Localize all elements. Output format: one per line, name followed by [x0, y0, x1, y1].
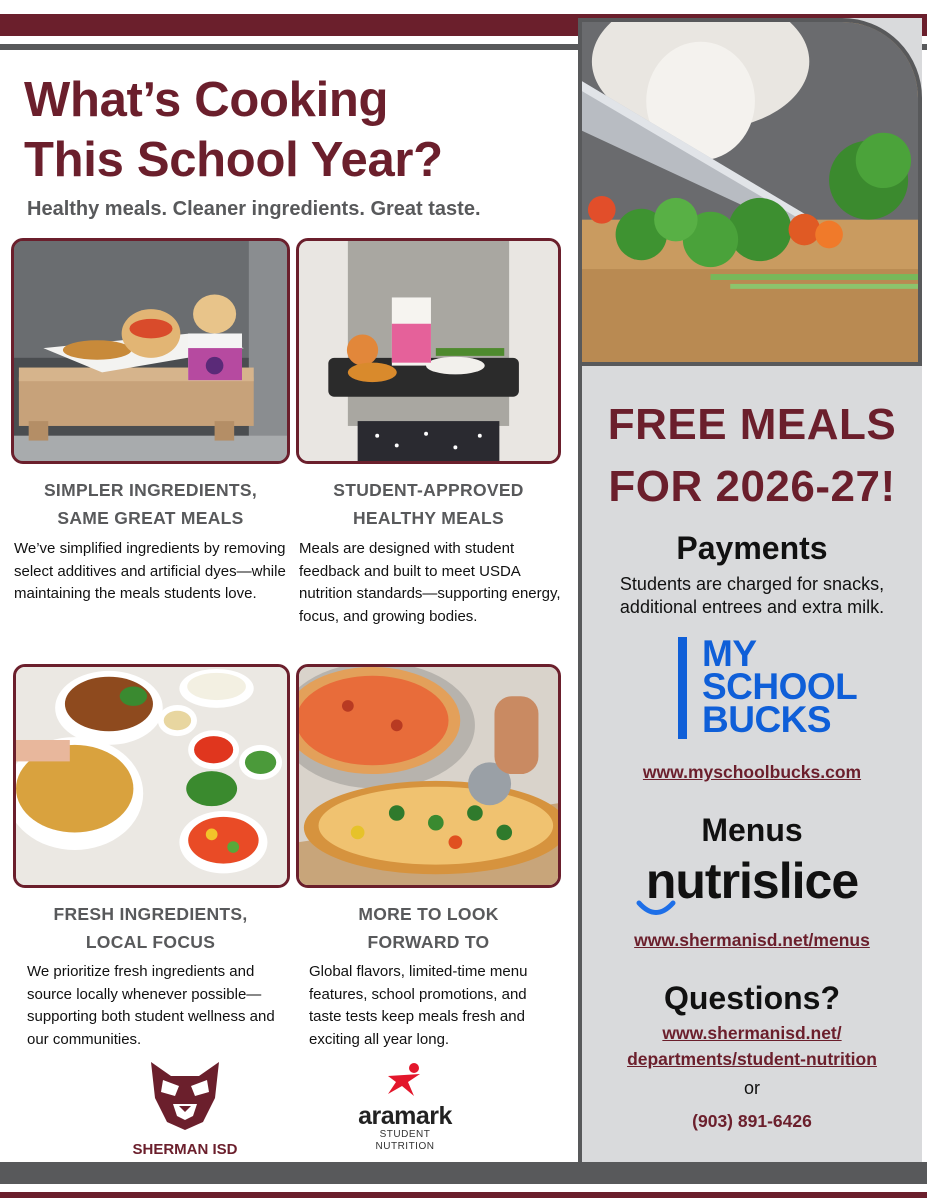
feature-body-fresh: We prioritize fresh ingredients and source locally whenever possible—supporting both student wellness and our communities. — [27, 963, 275, 1048]
free-meals-banner: FREE MEALS FOR 2026-27! — [607, 400, 897, 511]
feature-heading-student-approved: STUDENT-APPROVED HEALTHY MEALS — [333, 480, 524, 528]
myschoolbucks-logo: MY SCHOOL BUCKS — [678, 637, 857, 739]
feature-heading-look-forward: MORE TO LOOK FORWARD TO — [358, 904, 499, 952]
tagline: Healthy meals. Cleaner ingredients. Great taste. — [27, 198, 481, 220]
aramark-sub-2: NUTRITION — [375, 1141, 435, 1152]
feature-photo-tacos — [11, 238, 290, 464]
aramark-wordmark: aramark — [358, 1102, 452, 1130]
feature-photo-noodles — [13, 664, 290, 888]
hero-chopping-broccoli-photo — [578, 18, 922, 366]
student-nutrition-link[interactable]: www.shermanisd.net/ departments/student-nutrition — [627, 1023, 877, 1069]
page-title: What’s Cooking This School Year? — [24, 73, 443, 187]
aramark-logo — [345, 1062, 465, 1153]
bottom-grey-band — [0, 1162, 927, 1184]
feature-body-simpler: We’ve simplified ingredients by removing select additives and artificial dyes—while maintaining the meals students love. — [14, 540, 286, 602]
menus-heading: Menus — [701, 812, 803, 848]
feature-body-look-forward: Global flavors, limited-time menu features, school promotions, and taste tests keep meals fresh and exciting all year long. — [309, 963, 528, 1048]
sherman-isd-logo — [125, 1058, 245, 1158]
sherman-isd-name: SHERMAN ISD — [132, 1141, 238, 1158]
payments-text: Students are charged for snacks, additional entrees and extra milk. — [619, 574, 885, 617]
bearcat-mascot-icon — [145, 1058, 225, 1132]
phone-number[interactable]: (903) 891-6426 — [692, 1111, 812, 1131]
payments-heading: Payments — [676, 530, 828, 566]
feature-photo-lunch-tray — [296, 238, 561, 464]
bottom-maroon-stripe — [0, 1192, 927, 1198]
nutrislice-smile-icon — [636, 900, 676, 918]
aramark-star-figure-icon — [380, 1062, 430, 1098]
or-text: or — [743, 1078, 760, 1098]
feature-body-student-approved: Meals are designed with student feedback and built to meet USDA nutrition standards—supporting energy, focus, and growing bodies. — [299, 540, 561, 625]
aramark-sub-1: STUDENT — [379, 1129, 431, 1140]
feature-heading-fresh: FRESH INGREDIENTS, LOCAL FOCUS — [53, 904, 248, 952]
menus-link[interactable]: www.shermanisd.net/menus — [634, 930, 870, 950]
nutrislice-logo: nutrislice — [645, 853, 859, 909]
feature-heading-simpler: SIMPLER INGREDIENTS, SAME GREAT MEALS — [43, 480, 258, 528]
myschoolbucks-link[interactable]: www.myschoolbucks.com — [642, 762, 862, 782]
feature-photo-pizza — [296, 664, 561, 888]
questions-heading: Questions? — [663, 980, 840, 1016]
